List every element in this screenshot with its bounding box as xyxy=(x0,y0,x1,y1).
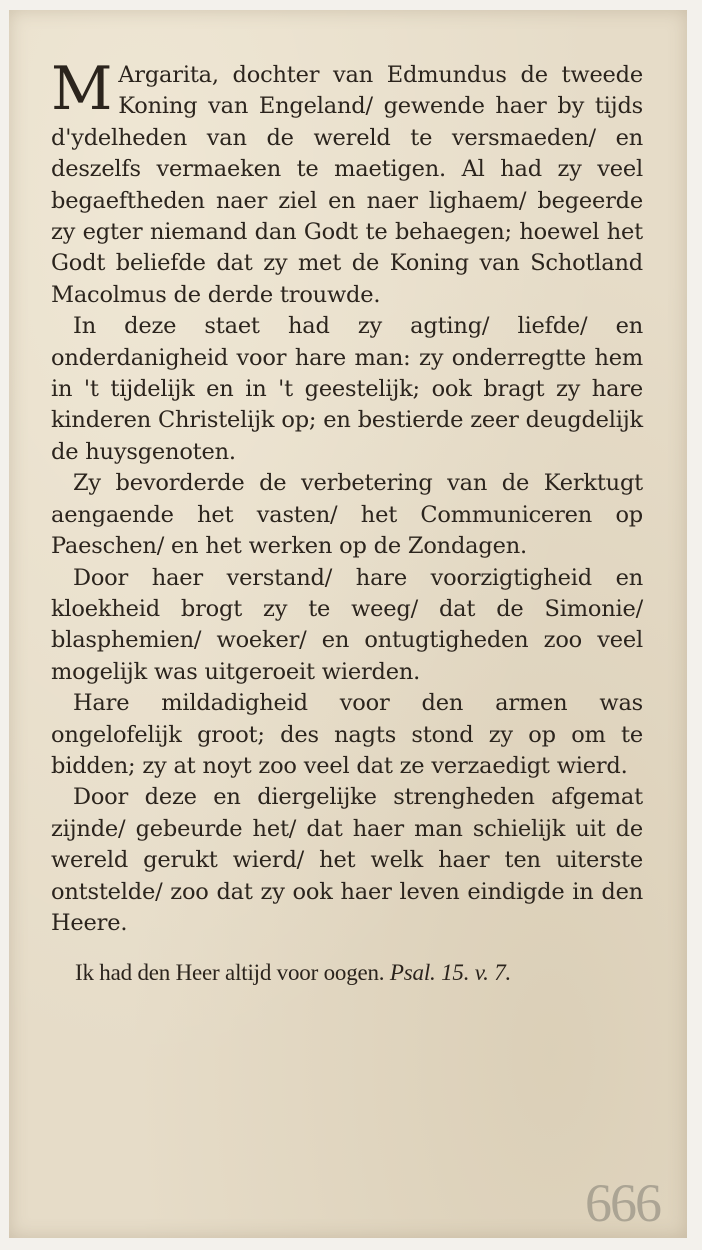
paragraph-3: Zy bevorderde de verbetering van de Kerktugt aengaende het vasten/ het Communiceren op Paeschen/ en het werken op de Zondagen. xyxy=(51,470,643,560)
drop-cap: M xyxy=(51,54,113,124)
paragraph-5: Hare mildadigheid voor den armen was ongelofelijk groot; des nagts stond zy op om te bidden; zy at noyt zoo veel dat ze verzaedigt wierd. xyxy=(51,690,643,779)
motto-text: Ik had den Heer altijd voor oogen. xyxy=(75,960,385,986)
paragraph-1-text: Argarita, dochter van Edmundus de tweede Koning van Engeland/ gewende haer by tijds d'ydelheden van de wereld te versmaeden/ en deszelfs vermaeken te maetigen. Al had zy veel begaeftheden naer ziel en naer lighaem/ begeerde zy egter niemand dan Godt te behaegen; hoewel het Godt beliefde dat zy met de Koning van Schotland Macolmus de derde trouwde. xyxy=(51,62,643,308)
print-sheet xyxy=(9,10,687,1238)
shelf-mark: 666 xyxy=(585,1173,660,1233)
motto-reference: Psal. 15. v. 7. xyxy=(389,960,512,986)
paragraph-1 xyxy=(51,54,643,311)
motto xyxy=(51,957,643,988)
paragraph-2: In deze staet had zy agting/ liefde/ en onderdanigheid voor hare man: zy onderregtte hem in 't tijdelijk en in 't geestelijk; ook bragt zy hare kinderen Christelijk op; en bestierde zeer deugdelijk de huysgenoten. xyxy=(51,313,643,465)
body-text xyxy=(51,54,643,1011)
paragraph-6: Door deze en diergelijke strengheden afgemat zijnde/ gebeurde het/ dat haer man schielijk uit de wereld gerukt wierd/ het welk haer ten uiterste ontstelde/ zoo dat zy ook haer leven eindigde in den Heere. xyxy=(51,784,643,936)
paragraph-4: Door haer verstand/ hare voorzigtigheid en kloekheid brogt zy te weeg/ dat de Simonie/ blasphemien/ woeker/ en ontugtigheden zoo veel mogelijk was uitgeroeit wierden. xyxy=(51,564,643,685)
